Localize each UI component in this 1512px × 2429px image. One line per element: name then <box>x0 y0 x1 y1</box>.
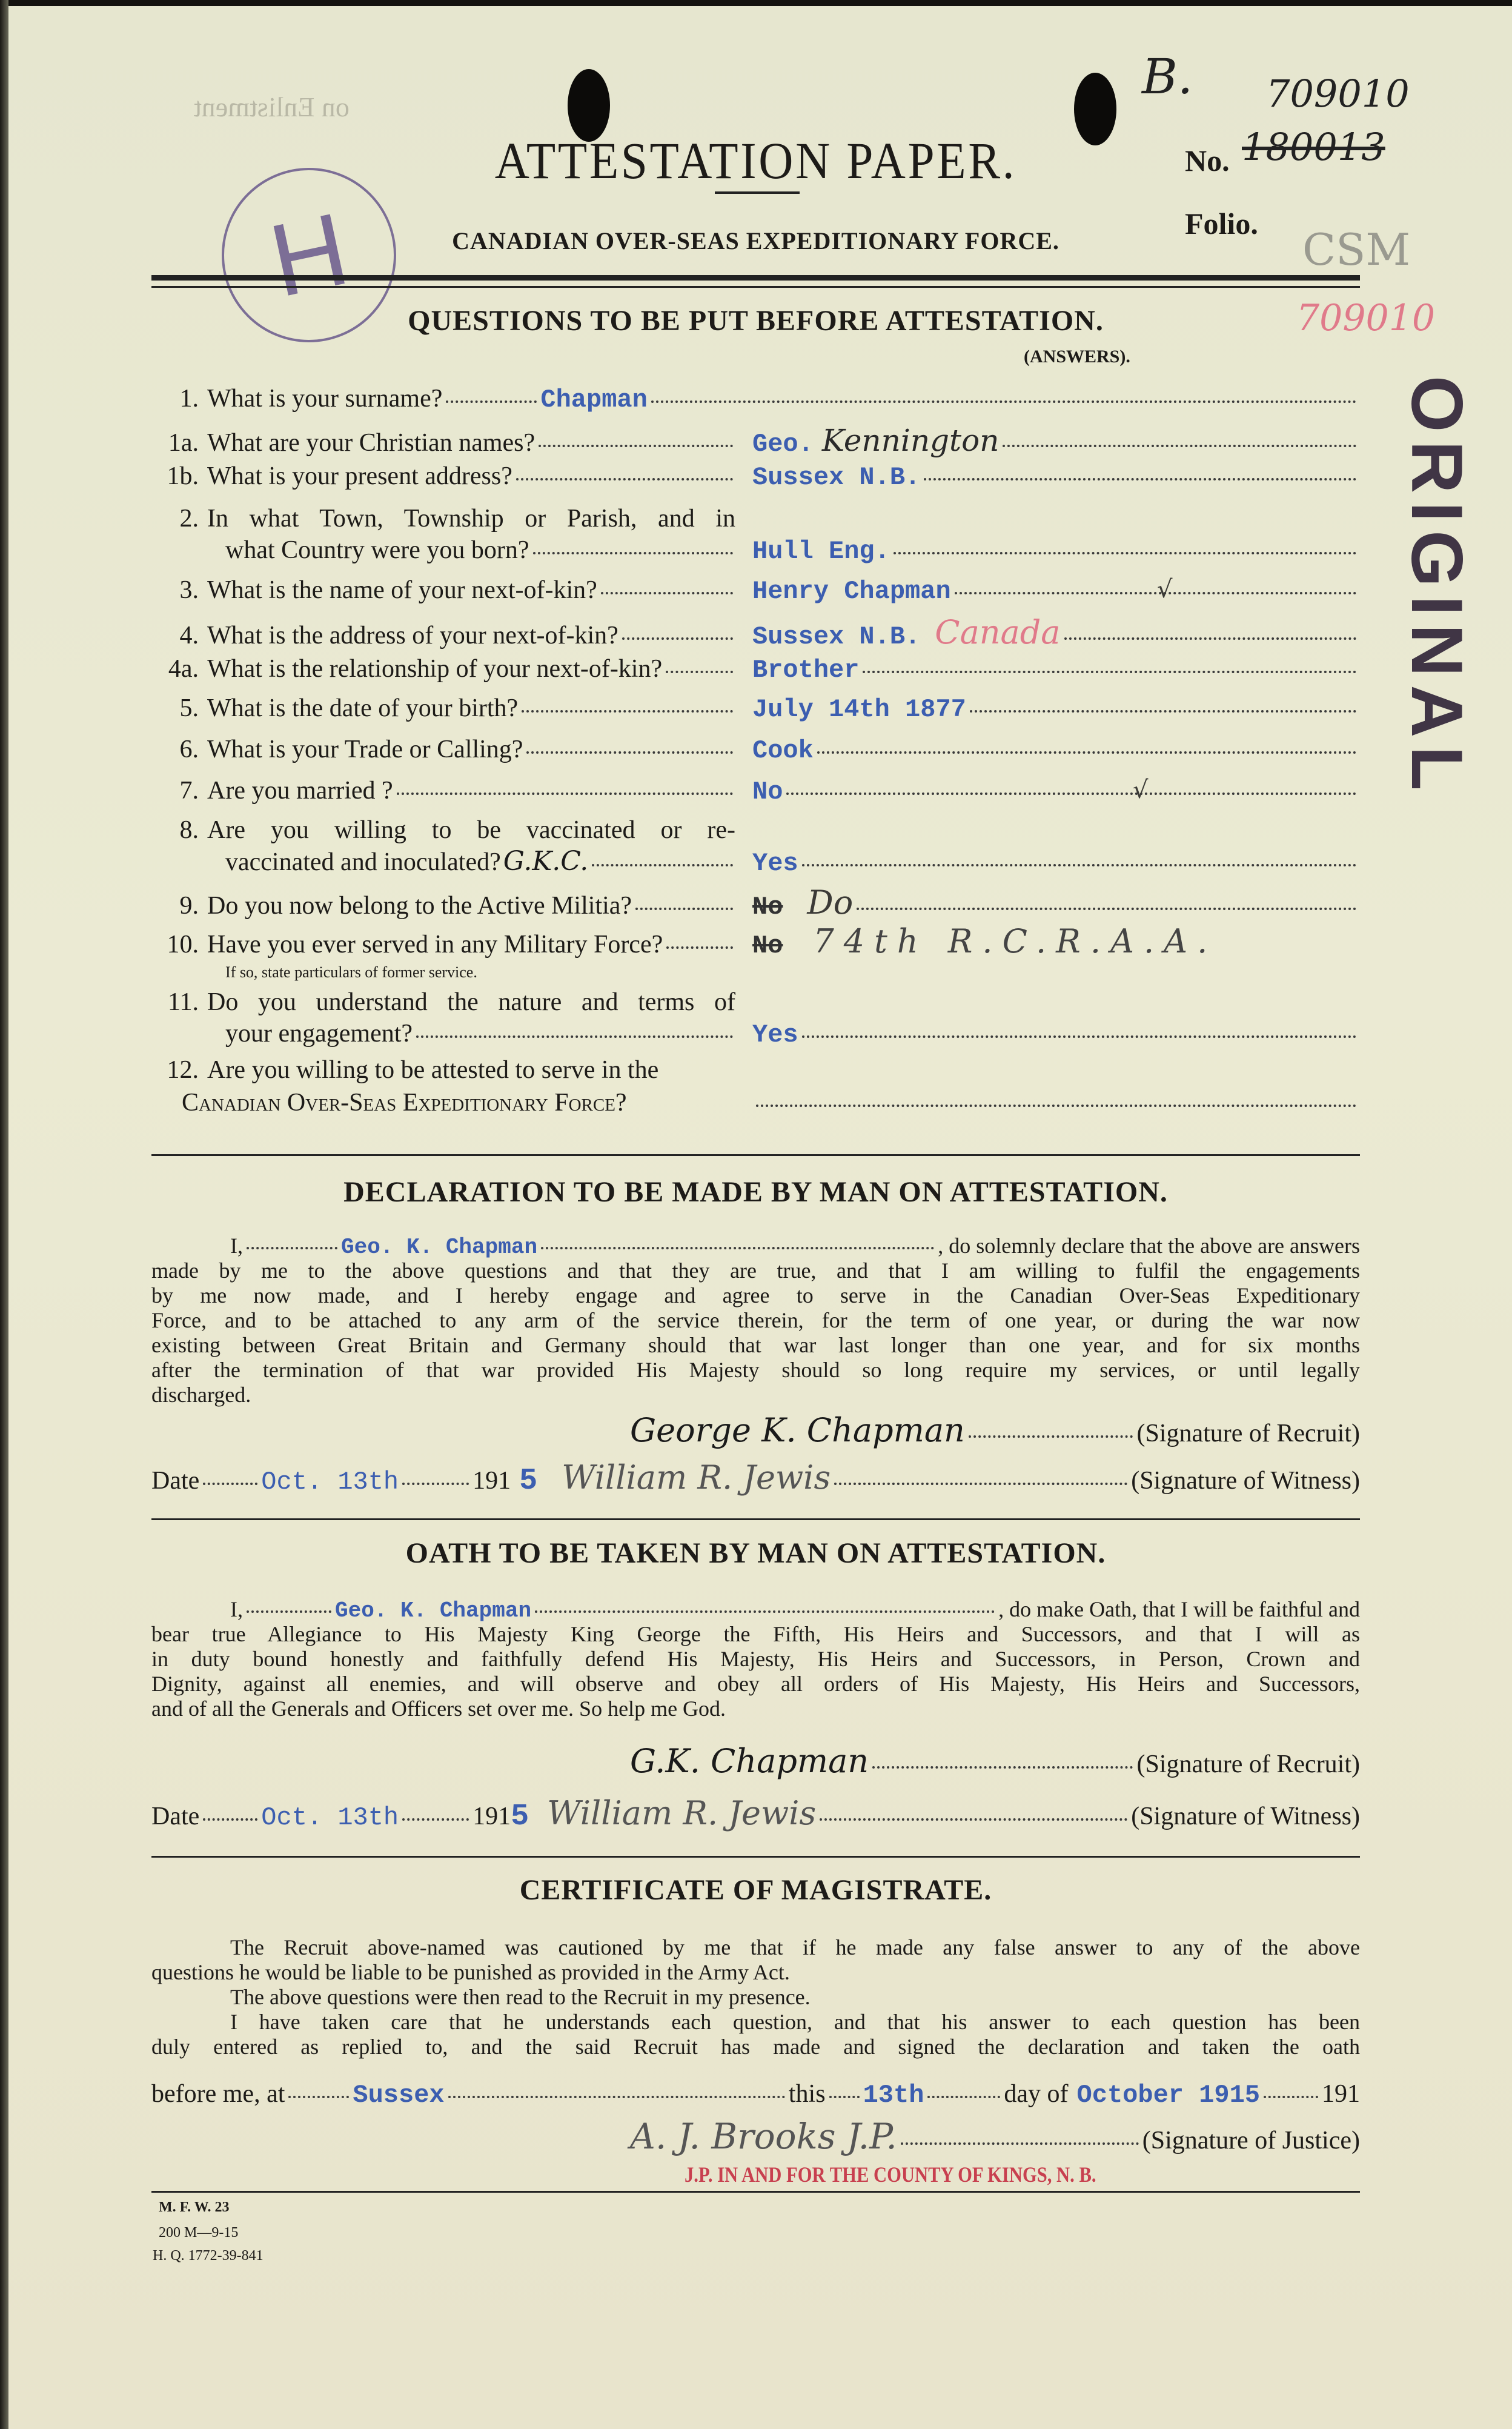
question-text: What is the relationship of your next-of-kin? <box>207 655 663 683</box>
certificate-text <box>151 1935 1360 2059</box>
answer-relationship: Brother <box>752 656 860 685</box>
question-row <box>151 576 1360 608</box>
answer-handwritten-ditto: Do <box>807 883 854 922</box>
before-me-label: before me, at <box>151 2080 285 2108</box>
initials-gkc: G.K.C. <box>503 846 589 877</box>
date-label: Date <box>151 1467 200 1495</box>
question-row <box>151 613 1360 651</box>
recruit-signature: George K. Chapman <box>630 1411 965 1449</box>
i-label: I, <box>230 1597 243 1621</box>
question-number: 1. <box>179 385 199 413</box>
this-label: this <box>788 2080 826 2108</box>
year-prefix: 191 <box>472 1467 511 1495</box>
question-number: 12. <box>167 1056 199 1084</box>
declaration-line: by me now made, and I hereby engage and agree to serve in the Canadian Over-Seas Expeditionary <box>151 1283 1360 1308</box>
question-row <box>151 846 1360 879</box>
answer-next-of-kin-address: Sussex N.B. <box>752 622 921 651</box>
check-mark: √ <box>1133 776 1149 804</box>
witness-signature-label: (Signature of Witness) <box>1131 1467 1360 1495</box>
question-text: In what Town, Township or Parish, and in <box>207 505 735 533</box>
answer-birth-date: July 14th 1877 <box>752 695 966 724</box>
scan-edge-top <box>0 0 1512 6</box>
answer-military-struck: No <box>752 931 783 960</box>
question-number: 11. <box>168 988 199 1016</box>
title-divider <box>715 191 800 194</box>
question-text: What is your present address? <box>207 462 512 490</box>
question-number: 6. <box>179 736 199 763</box>
declaration-date: Oct. 13th <box>261 1467 399 1497</box>
witness-signature: William R. Jewis <box>547 1794 817 1832</box>
question-row <box>151 1088 1360 1121</box>
question-text: your engagement? <box>225 1020 413 1048</box>
recruit-signature-row <box>630 1743 1360 1783</box>
answer-handwritten-canada: Canada <box>935 613 1061 651</box>
date-witness-row <box>151 1795 1360 1835</box>
question-number: 5. <box>179 694 199 722</box>
question-note: If so, state particulars of former service. <box>225 963 477 981</box>
answer-christian-names: Geo. <box>752 430 814 459</box>
question-text: What is the name of your next-of-kin? <box>207 576 597 604</box>
declaration-line: discharged. <box>151 1383 251 1407</box>
answer-militia-struck: No <box>752 892 783 922</box>
justice-signature-label: (Signature of Justice) <box>1142 2127 1360 2155</box>
question-row <box>151 735 1360 768</box>
certificate-line: The above questions were then read to the Recruit in my presence. <box>230 1985 811 2009</box>
question-number: 1a. <box>168 429 199 457</box>
question-row <box>151 384 1360 417</box>
question-text: What is your surname? <box>207 385 443 413</box>
certificate-month-year: October 1915 <box>1076 2081 1260 2110</box>
mark-b: B. <box>1142 48 1193 105</box>
answer-next-of-kin: Henry Chapman <box>752 577 951 606</box>
print-run: 200 M—9-15 <box>159 2225 239 2241</box>
regimental-number: 709010 <box>1266 71 1410 116</box>
declaration-text <box>151 1234 1360 1407</box>
question-text: Are you willing to be vaccinated or re- <box>207 816 735 844</box>
question-number: 3. <box>179 576 199 604</box>
question-text: Do you now belong to the Active Militia? <box>207 892 632 920</box>
double-rule-thin <box>151 286 1360 288</box>
question-row <box>151 462 1360 494</box>
declaration-name: Geo. K. Chapman <box>341 1235 538 1260</box>
question-row <box>151 988 1360 1020</box>
certificate-line: The Recruit above-named was cautioned by me that if he made any false answer to any of the above <box>230 1935 1360 1959</box>
question-number: 7. <box>179 777 199 805</box>
declaration-heading: DECLARATION TO BE MADE BY MAN ON ATTESTATION. <box>343 1176 1168 1208</box>
declaration-line: Force, and to be attached to any arm of the service therein, for the term of one year, or during the war now <box>151 1308 1360 1332</box>
year-suffix: 5 <box>511 1799 529 1834</box>
jp-stamp: J.P. IN AND FOR THE COUNTY OF KINGS, N. B. <box>685 2162 1096 2187</box>
question-number: 10. <box>167 931 199 959</box>
question-text: Do you understand the nature and terms of <box>207 988 735 1016</box>
answers-label: (ANSWERS). <box>1024 347 1130 367</box>
question-number: 9. <box>179 892 199 920</box>
answer-vaccinated: Yes <box>752 849 798 878</box>
question-text: What are your Christian names? <box>207 429 536 457</box>
year-suffix: 5 <box>519 1464 538 1498</box>
i-label: I, <box>230 1234 243 1258</box>
subtitle: CANADIAN OVER-SEAS EXPEDITIONARY FORCE. <box>452 227 1059 254</box>
answer-handwritten-service: 74th R.C.R.A.A. <box>813 922 1218 960</box>
answer-birthplace: Hull Eng. <box>752 537 890 566</box>
answer-married: No <box>752 777 783 806</box>
witness-signature-label: (Signature of Witness) <box>1131 1803 1360 1830</box>
question-text: What is the address of your next-of-kin? <box>207 622 618 650</box>
question-number: 4a. <box>168 655 199 683</box>
section-divider <box>151 1518 1360 1520</box>
oath-line: and of all the Generals and Officers set over me. So help me God. <box>151 1696 726 1721</box>
before-me-row <box>151 2079 1360 2112</box>
pink-number: 709010 <box>1296 297 1436 339</box>
question-row <box>151 423 1360 459</box>
hq-number: H. Q. 1772-39-841 <box>153 2248 264 2264</box>
question-text: vaccinated and inoculated? <box>225 848 501 876</box>
question-number: 4. <box>179 622 199 650</box>
certificate-heading: CERTIFICATE OF MAGISTRATE. <box>519 1874 992 1906</box>
question-row <box>151 654 1360 687</box>
answer-understand: Yes <box>752 1020 798 1049</box>
form-number: M. F. W. 23 <box>159 2199 230 2215</box>
day-of-label: day of <box>1004 2080 1069 2108</box>
question-row <box>151 776 1360 809</box>
recruit-signature-label: (Signature of Recruit) <box>1136 1750 1360 1778</box>
oath-name: Geo. K. Chapman <box>335 1598 532 1623</box>
justice-signature-row <box>630 2117 1360 2157</box>
page-title: ATTESTATION PAPER. <box>494 131 1017 190</box>
question-number: 8. <box>179 816 199 844</box>
certificate-day: 13th <box>863 2081 924 2110</box>
question-text: Are you willing to be attested to serve in the <box>207 1056 659 1084</box>
check-mark: √ <box>1157 576 1173 603</box>
question-row <box>151 1019 1360 1052</box>
question-row <box>151 694 1360 726</box>
recruit-signature-label: (Signature of Recruit) <box>1136 1420 1360 1447</box>
question-row <box>151 1055 1360 1088</box>
oath-line: Dignity, against all enemies, and will observe and obey all orders of His Majesty, His Heirs and Successors, <box>151 1672 1360 1696</box>
date-witness-row <box>151 1459 1360 1499</box>
declaration-line: made by me to the above questions and that they are true, and that I am willing to fulfil the engagements <box>151 1258 1360 1283</box>
section-divider <box>151 1856 1360 1858</box>
year-prefix: 191 <box>1322 2080 1360 2108</box>
question-row <box>151 883 1360 922</box>
question-text: Are you married ? <box>207 777 393 805</box>
answer-surname: Chapman <box>540 385 648 414</box>
answer-trade: Cook <box>752 736 814 765</box>
certificate-line: duly entered as replied to, and the said Recruit has made and signed the declaration and taken the oath <box>151 2035 1360 2059</box>
question-text: Canadian Over-Seas Expeditionary Force? <box>182 1089 627 1117</box>
recruit-signature-row <box>630 1412 1360 1452</box>
declaration-line: after the termination of that war provided His Majesty should so long require my services, or until legally <box>151 1358 1360 1382</box>
question-number: 2. <box>179 505 199 533</box>
answer-handwritten: Kennington <box>821 423 1000 458</box>
number-label: No. <box>1185 144 1230 178</box>
double-rule-thick <box>151 275 1360 281</box>
bleed-through-text: on Enlistment <box>194 91 350 122</box>
certificate-line: questions he would be liable to be punished as provided in the Army Act. <box>151 1960 790 1984</box>
scan-edge-left <box>0 0 8 2429</box>
original-stamp: ORIGINAL <box>1396 376 1477 799</box>
question-number: 1b. <box>167 462 199 490</box>
oath-heading: OATH TO BE TAKEN BY MAN ON ATTESTATION. <box>405 1537 1106 1569</box>
declaration-line: existing between Great Britain and Germany should that war last longer than one year, and for six months <box>151 1333 1360 1357</box>
h-stamp-letter: H <box>260 191 357 319</box>
section-divider <box>151 2191 1360 2193</box>
certificate-line: I have taken care that he understands each question, and that his answer to each question has been <box>230 2010 1360 2034</box>
certificate-place: Sussex <box>353 2081 445 2110</box>
question-text: what Country were you born? <box>225 536 529 564</box>
question-text: What is the date of your birth? <box>207 694 519 722</box>
oath-line: in duty bound honestly and faithfully defend His Majesty, His Heirs and Successors, in Person, Crown and <box>151 1647 1360 1671</box>
recruit-signature: G.K. Chapman <box>630 1742 869 1780</box>
folio-label: Folio. <box>1185 207 1258 241</box>
date-label: Date <box>151 1803 200 1830</box>
question-row <box>151 922 1360 960</box>
oath-line: , do make Oath, that I will be faithful and <box>998 1597 1360 1621</box>
justice-signature: A. J. Brooks J.P. <box>630 2116 897 2157</box>
question-text: What is your Trade or Calling? <box>207 736 523 763</box>
questions-heading: QUESTIONS TO BE PUT BEFORE ATTESTATION. <box>408 305 1104 337</box>
csm-note: CSM <box>1302 224 1411 275</box>
oath-date: Oct. 13th <box>261 1803 399 1832</box>
question-text: Have you ever served in any Military Force? <box>207 931 663 959</box>
question-row <box>151 536 1360 568</box>
declaration-line: , do solemnly declare that the above are answers <box>938 1234 1360 1258</box>
witness-signature: William R. Jewis <box>562 1458 831 1497</box>
year-prefix: 191 <box>472 1803 511 1830</box>
section-divider <box>151 1154 1360 1156</box>
oath-text <box>151 1597 1360 1721</box>
question-row <box>151 504 1360 537</box>
answer-address: Sussex N.B. <box>752 463 921 492</box>
oath-line: bear true Allegiance to His Majesty King George the Fifth, His Heirs and Successors, and that I will as <box>151 1622 1360 1646</box>
struck-number: 180013 <box>1242 125 1385 169</box>
question-row <box>151 816 1360 848</box>
